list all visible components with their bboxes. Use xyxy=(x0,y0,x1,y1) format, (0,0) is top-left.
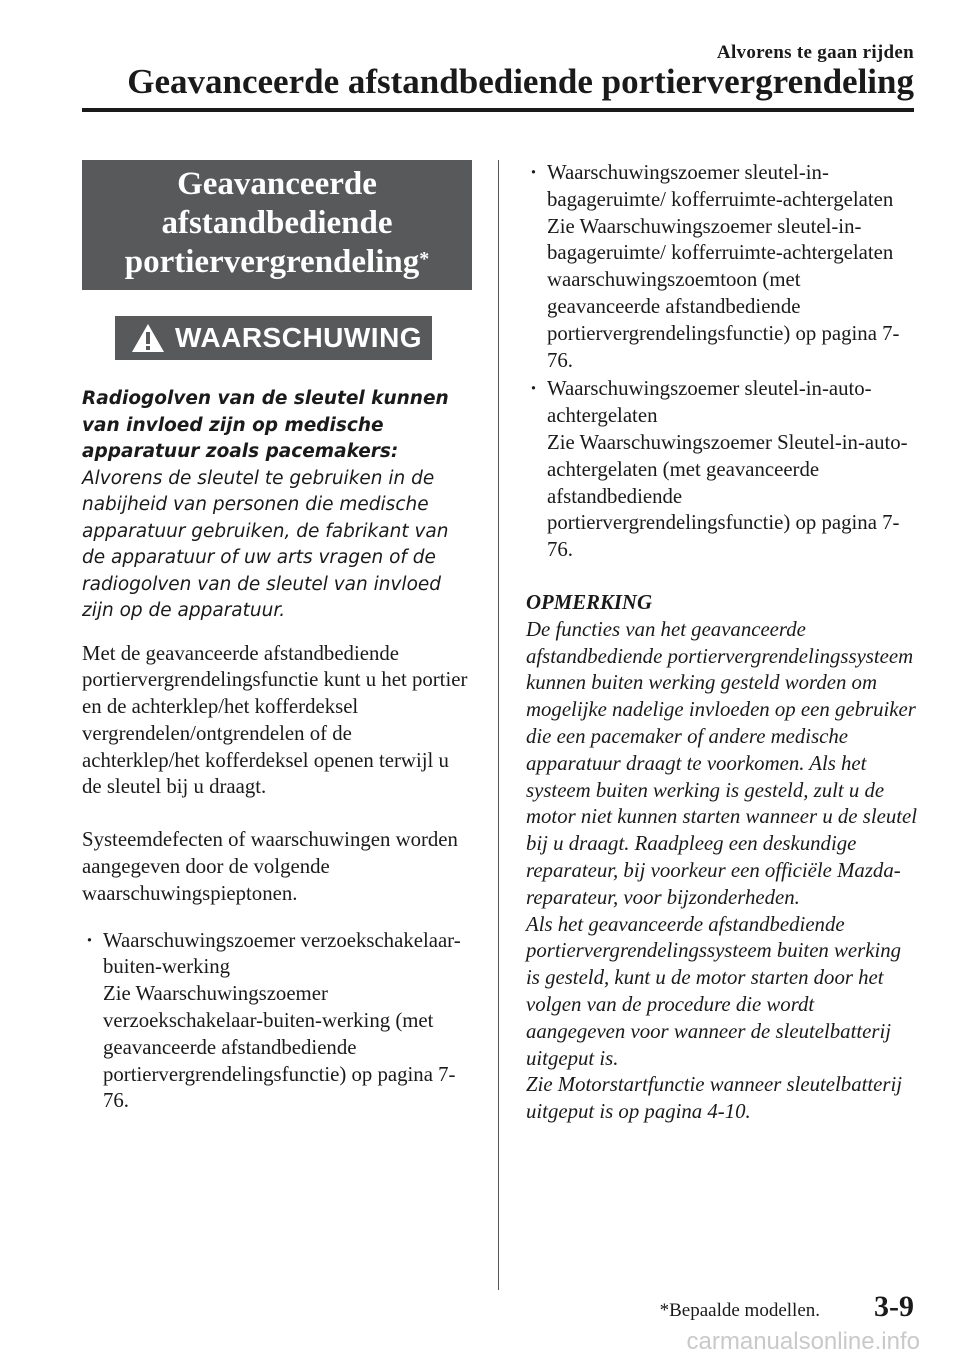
warning-triangle-icon xyxy=(131,323,165,353)
note-heading: OPMERKING xyxy=(526,590,652,614)
list-item-title: · Waarschuwingszoemer sleutel-in-bagageruimte/ kofferruimte-achtergelaten xyxy=(547,161,894,211)
list-item-reference: Zie Waarschuwingszoemer Sleutel-in-auto-achtergelaten (met geavanceerde afstandbediende portiervergrendelingsfunctie) op pagina 7-76. xyxy=(547,430,908,562)
list-item xyxy=(82,928,472,1116)
column-divider xyxy=(498,160,499,1290)
body-paragraph-2: Systeemdefecten of waarschuwingen worden aangegeven door de volgende waarschuwingspieptonen. xyxy=(82,828,458,905)
page-header-title: Geavanceerde afstandbediende portiervergrendeling xyxy=(127,62,914,101)
section-title-box xyxy=(82,160,472,290)
warning-lead: Radiogolven van de sleutel kunnen van invloed zijn op medische apparatuur zoals pacemakers: xyxy=(82,388,449,462)
footer-note: *Bepaalde modellen. xyxy=(659,1300,820,1321)
section-title-line-3 xyxy=(82,243,472,282)
section-title-line-2: afstandbediende xyxy=(161,205,393,241)
body-paragraph-1: Met de geavanceerde afstandbediende portiervergrendelingsfunctie kunt u het portier en de achterklep/het kofferdeksel vergrendelen/ontgrendelen of de achterklep/het kofferdeksel openen terwijl u de sleutel bij u draagt. xyxy=(82,641,468,799)
section-title-line-3-text: portiervergrendeling xyxy=(124,244,420,280)
note-text-1: De functies van het geavanceerde afstandbediende portiervergrendelingssysteem kunnen buiten werking gesteld worden om mogelijke nadelige invloeden op een gebruiker die een pacemaker of andere medische apparatuur draagt te voorkomen. Als het systeem buiten werking is gesteld, zult u de motor niet kunnen starten wanneer u de sleutel bij u draagt. Raadpleeg een deskundige reparateur, bij voorkeur een officiële Mazda-reparateur, voor bijzonderheden. xyxy=(526,617,918,909)
chapter-label: Alvorens te gaan rijden xyxy=(716,42,914,63)
page-number: 3-9 xyxy=(874,1290,914,1323)
list-item xyxy=(526,376,918,564)
list-item-reference: Zie Waarschuwingszoemer sleutel-in-bagageruimte/ kofferruimte-achtergelaten waarschuwingszoemtoon (met geavanceerde afstandbediende portiervergrendelingsfunctie) op pagina 7-76. xyxy=(547,214,900,372)
header-rule xyxy=(82,108,914,112)
warning-body: Alvorens de sleutel te gebruiken in de nabijheid van personen die medische apparatuur gebruiken, de fabrikant van de apparatuur of uw arts vragen of de radiogolven van de sleutel van invloed zijn op de apparatuur. xyxy=(82,467,449,621)
section-title-line-1: Geavanceerde xyxy=(177,166,377,202)
warning-text xyxy=(82,386,472,625)
list-item-title: · Waarschuwingszoemer sleutel-in-auto-achtergelaten xyxy=(547,377,872,428)
list-item xyxy=(526,160,918,374)
note-text-2: Als het geavanceerde afstandbediende portiervergrendelingssysteem buiten werking is gesteld, kunt u de motor starten door het volgen van de procedure die wordt aangegeven voor wanneer de sleutelbatterij uitgeput is. xyxy=(526,912,902,1070)
bullet-list-right xyxy=(526,160,918,564)
list-item-reference: Zie Waarschuwingszoemer verzoekschakelaar-buiten-werking (met geavanceerde afstandbediende portiervergrendelingsfunctie) op pagina 7-76. xyxy=(103,982,456,1113)
watermark: carmanualsonline.info xyxy=(686,1328,920,1355)
warning-badge xyxy=(115,316,432,360)
list-item-title: · Waarschuwingszoemer verzoekschakelaar-buiten-werking xyxy=(103,928,461,979)
section-title-asterisk: * xyxy=(419,248,430,270)
warning-label: WAARSCHUWING xyxy=(175,322,423,353)
note-text-3: Zie Motorstartfunctie wanneer sleutelbatterij uitgeput is op pagina 4-10. xyxy=(526,1073,903,1124)
right-column xyxy=(526,160,918,1126)
left-column xyxy=(82,160,472,1117)
bullet-list-left xyxy=(82,928,472,1116)
